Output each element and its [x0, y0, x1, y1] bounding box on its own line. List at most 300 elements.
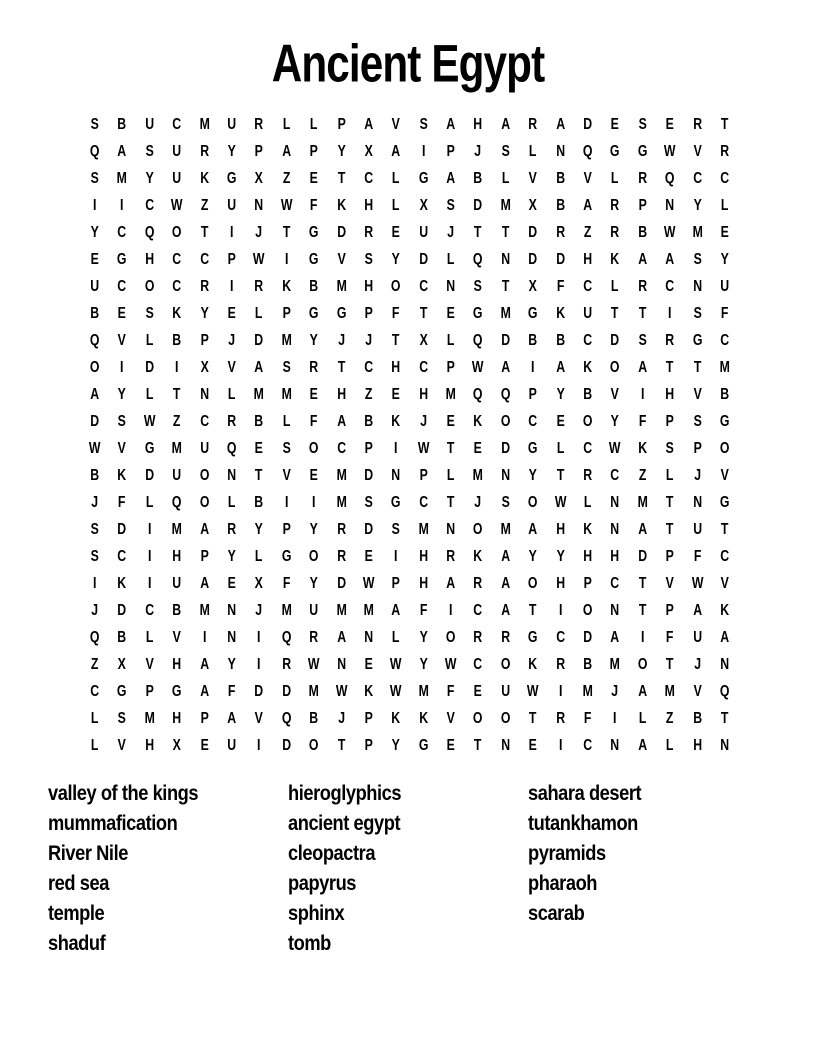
grid-cell-r16c3: I [147, 520, 152, 539]
grid-cell-r14c14: L [447, 466, 455, 485]
grid-cell-r10c8: S [282, 358, 291, 377]
grid-cell-r13c7: E [254, 439, 264, 458]
grid-cell-r20c24: A [720, 628, 730, 647]
grid-cell-r3c22: Q [665, 169, 675, 188]
grid-cell-r3c5: K [199, 169, 209, 188]
grid-cell-r13c5: U [199, 439, 209, 458]
grid-cell-r23c18: R [555, 709, 565, 728]
grid-cell-r23c6: A [227, 709, 237, 728]
grid-cell-r20c16: R [501, 628, 510, 647]
grid-cell-r7c18: F [556, 277, 565, 296]
grid-cell-r5c12: E [391, 223, 401, 242]
grid-cell-r23c4: H [172, 709, 182, 728]
grid-cell-r2c17: L [529, 142, 537, 161]
grid-cell-r21c14: W [444, 655, 457, 674]
grid-cell-r2c15: J [474, 142, 482, 161]
grid-cell-r13c8: S [282, 439, 291, 458]
grid-cell-r10c5: X [200, 358, 209, 377]
grid-cell-r14c20: C [610, 466, 620, 485]
word-item: cleopactra [288, 841, 376, 866]
grid-cell-r11c19: B [583, 385, 593, 404]
grid-cell-r18c10: D [336, 574, 346, 593]
grid-cell-r19c17: T [529, 601, 537, 620]
grid-cell-r5c20: R [610, 223, 620, 242]
grid-cell-r20c17: G [528, 628, 538, 647]
grid-cell-r15c8: I [284, 493, 289, 512]
grid-cell-r13c15: E [474, 439, 483, 458]
grid-cell-r20c15: R [473, 628, 483, 647]
grid-cell-r4c9: F [310, 196, 318, 215]
grid-cell-r10c18: A [555, 358, 565, 377]
grid-cell-r2c10: Y [337, 142, 346, 161]
grid-cell-r1c8: L [282, 115, 291, 134]
grid-cell-r17c8: G [281, 547, 292, 566]
word-item: shaduf [48, 931, 106, 956]
grid-cell-r13c4: M [171, 439, 182, 458]
word-list-column-1 [48, 779, 288, 959]
grid-cell-r23c22: Z [666, 709, 674, 728]
grid-cell-r18c2: K [117, 574, 127, 593]
grid-cell-r12c10: A [336, 412, 346, 431]
grid-cell-r19c2: D [117, 601, 127, 620]
grid-cell-r9c5: P [200, 331, 209, 350]
grid-cell-r20c5: I [202, 628, 206, 647]
grid-cell-r12c19: O [582, 412, 593, 431]
grid-cell-r19c13: F [419, 601, 428, 620]
grid-cell-r20c20: A [610, 628, 620, 647]
grid-cell-r14c6: N [227, 466, 237, 485]
grid-cell-r14c11: D [364, 466, 374, 485]
grid-cell-r4c22: N [665, 196, 675, 215]
grid-cell-r5c5: T [200, 223, 209, 242]
grid-cell-r10c11: C [364, 358, 374, 377]
grid-cell-r6c4: C [172, 250, 182, 269]
grid-cell-r18c8: F [282, 574, 291, 593]
grid-cell-r9c2: V [117, 331, 127, 350]
grid-cell-r22c3: P [145, 682, 154, 701]
grid-cell-r15c23: N [692, 493, 702, 512]
grid-cell-r24c10: T [337, 736, 345, 755]
grid-cell-r3c20: L [611, 169, 619, 188]
grid-cell-r12c12: K [391, 412, 401, 431]
grid-cell-r24c18: I [558, 736, 563, 755]
grid-cell-r15c1: J [91, 493, 99, 512]
grid-cell-r17c19: H [583, 547, 593, 566]
grid-cell-r3c24: C [720, 169, 730, 188]
grid-cell-r24c20: N [610, 736, 620, 755]
grid-cell-r22c18: I [558, 682, 563, 701]
grid-cell-r18c14: A [446, 574, 456, 593]
word-item: tomb [288, 931, 331, 956]
grid-cell-r3c15: B [473, 169, 483, 188]
grid-cell-r24c2: V [117, 736, 127, 755]
grid-cell-r23c24: T [720, 709, 729, 728]
grid-cell-r14c18: T [556, 466, 565, 485]
grid-cell-r4c11: H [364, 196, 374, 215]
grid-cell-r8c1: B [90, 304, 100, 323]
grid-cell-r3c21: R [638, 169, 647, 188]
grid-cell-r18c4: U [172, 574, 182, 593]
grid-cell-r3c17: V [528, 169, 538, 188]
puzzle-title: Ancient Egypt [271, 35, 545, 94]
grid-cell-r22c19: M [582, 682, 593, 701]
grid-cell-r2c18: N [555, 142, 565, 161]
grid-cell-r24c13: G [418, 736, 429, 755]
grid-cell-r10c12: H [391, 358, 401, 377]
grid-cell-r21c7: I [257, 655, 261, 674]
grid-cell-r24c23: H [692, 736, 702, 755]
grid-cell-r21c20: M [609, 655, 621, 674]
grid-cell-r9c23: G [692, 331, 703, 350]
grid-cell-r7c10: M [336, 277, 347, 296]
grid-cell-r16c24: T [720, 520, 729, 539]
grid-cell-r1c9: L [310, 115, 318, 134]
grid-cell-r15c16: S [501, 493, 510, 512]
grid-cell-r17c6: Y [227, 547, 236, 566]
grid-cell-r11c21: I [640, 385, 645, 404]
grid-cell-r24c15: T [474, 736, 482, 755]
grid-cell-r11c24: B [720, 385, 730, 404]
grid-cell-r6c22: A [665, 250, 675, 269]
grid-cell-r12c15: K [473, 412, 483, 431]
grid-cell-r24c5: E [200, 736, 209, 755]
grid-cell-r21c24: N [720, 655, 730, 674]
grid-cell-r1c17: R [528, 115, 538, 134]
grid-cell-r24c1: L [90, 736, 99, 755]
grid-cell-r7c13: C [418, 277, 428, 296]
grid-cell-r23c16: O [500, 709, 511, 728]
grid-cell-r9c13: X [419, 331, 428, 350]
grid-cell-r18c3: I [147, 574, 152, 593]
grid-cell-r5c18: R [555, 223, 565, 242]
grid-cell-r22c23: V [693, 682, 702, 701]
grid-cell-r3c6: G [226, 169, 237, 188]
grid-cell-r15c7: B [254, 493, 264, 512]
grid-cell-r5c24: E [720, 223, 729, 242]
grid-cell-r23c15: O [473, 709, 483, 728]
grid-cell-r1c16: A [501, 115, 510, 134]
word-item: sphinx [288, 901, 345, 926]
grid-cell-r16c19: K [583, 520, 593, 539]
grid-cell-r14c24: V [720, 466, 729, 485]
grid-cell-r3c14: A [446, 169, 456, 188]
grid-cell-r12c8: L [282, 412, 291, 431]
grid-cell-r17c20: H [610, 547, 620, 566]
grid-cell-r7c11: H [364, 277, 374, 296]
grid-cell-r17c4: H [172, 547, 182, 566]
grid-cell-r9c7: D [254, 331, 264, 350]
grid-cell-r12c2: S [117, 412, 127, 431]
grid-cell-r8c22: I [668, 304, 672, 323]
grid-cell-r10c17: I [531, 358, 535, 377]
grid-cell-r24c16: N [501, 736, 510, 755]
grid-cell-r7c22: C [665, 277, 675, 296]
grid-cell-r21c17: K [528, 655, 538, 674]
grid-cell-r21c19: B [583, 655, 593, 674]
grid-cell-r6c17: D [528, 250, 538, 269]
grid-cell-r3c11: C [364, 169, 374, 188]
grid-cell-r8c4: K [172, 304, 182, 323]
grid-cell-r23c8: Q [281, 709, 292, 728]
grid-cell-r22c13: M [418, 682, 429, 701]
grid-cell-r6c1: E [90, 250, 99, 269]
grid-cell-r20c11: N [364, 628, 374, 647]
grid-cell-r21c22: T [666, 655, 674, 674]
grid-cell-r19c3: C [145, 601, 154, 620]
grid-cell-r22c10: W [335, 682, 348, 701]
grid-cell-r19c14: I [449, 601, 453, 620]
grid-cell-r2c23: V [693, 142, 702, 161]
grid-cell-r11c22: H [665, 385, 675, 404]
grid-cell-r11c13: H [418, 385, 428, 404]
grid-cell-r23c5: P [200, 709, 209, 728]
grid-cell-r17c18: Y [556, 547, 565, 566]
grid-cell-r9c9: Y [309, 331, 318, 350]
grid-cell-r5c2: C [117, 223, 127, 242]
grid-cell-r24c11: P [364, 736, 373, 755]
grid-cell-r6c21: A [638, 250, 647, 269]
grid-cell-r21c23: J [693, 655, 701, 674]
grid-cell-r13c22: S [665, 439, 675, 458]
grid-cell-r23c14: V [446, 709, 455, 728]
grid-cell-r13c6: Q [226, 439, 237, 458]
grid-cell-r11c20: V [611, 385, 620, 404]
grid-cell-r1c4: C [172, 115, 182, 134]
grid-cell-r6c7: W [253, 250, 265, 269]
grid-cell-r20c21: I [640, 628, 645, 647]
grid-cell-r3c7: X [254, 169, 264, 188]
grid-cell-r13c2: V [117, 439, 127, 458]
grid-cell-r12c6: R [227, 412, 237, 431]
grid-cell-r23c19: F [583, 709, 592, 728]
grid-cell-r19c20: N [610, 601, 620, 620]
grid-cell-r10c10: T [337, 358, 345, 377]
grid-cell-r12c21: F [638, 412, 647, 431]
grid-cell-r9c22: R [665, 331, 675, 350]
grid-cell-r4c23: Y [693, 196, 702, 215]
grid-cell-r4c24: L [720, 196, 729, 215]
grid-cell-r1c13: S [419, 115, 428, 134]
grid-cell-r22c5: A [199, 682, 209, 701]
grid-cell-r22c24: Q [719, 682, 730, 701]
grid-cell-r9c19: C [583, 331, 593, 350]
grid-cell-r12c23: S [693, 412, 702, 431]
grid-cell-r11c10: H [336, 385, 346, 404]
grid-cell-r8c18: K [555, 304, 565, 323]
grid-cell-r16c7: Y [254, 520, 264, 539]
grid-cell-r17c9: O [309, 547, 319, 566]
grid-cell-r9c4: B [172, 331, 182, 350]
grid-cell-r4c16: M [500, 196, 511, 215]
grid-cell-r6c16: N [501, 250, 510, 269]
grid-cell-r7c5: R [199, 277, 209, 296]
grid-cell-r18c23: W [691, 574, 704, 593]
grid-cell-r12c4: Z [173, 412, 181, 431]
grid-cell-r17c16: A [501, 547, 510, 566]
grid-cell-r6c23: S [693, 250, 702, 269]
grid-cell-r23c11: P [364, 709, 373, 728]
grid-cell-r4c3: C [145, 196, 154, 215]
grid-cell-r1c7: R [254, 115, 264, 134]
grid-cell-r9c1: Q [89, 331, 100, 350]
grid-cell-r3c19: V [583, 169, 592, 188]
grid-cell-r4c7: N [254, 196, 264, 215]
grid-cell-r16c21: A [638, 520, 647, 539]
grid-cell-r5c10: D [336, 223, 346, 242]
grid-cell-r20c4: V [172, 628, 181, 647]
grid-cell-r11c15: Q [473, 385, 483, 404]
grid-cell-r15c21: M [637, 493, 648, 512]
grid-cell-r11c5: N [199, 385, 209, 404]
grid-cell-r5c6: I [229, 223, 234, 242]
grid-cell-r20c10: A [336, 628, 346, 647]
grid-cell-r20c12: L [392, 628, 400, 647]
grid-cell-r21c11: E [364, 655, 373, 674]
grid-cell-r2c5: R [199, 142, 209, 161]
grid-cell-r11c12: E [391, 385, 401, 404]
grid-cell-r15c11: S [364, 493, 373, 512]
grid-cell-r10c13: C [418, 358, 428, 377]
grid-cell-r20c7: I [257, 628, 261, 647]
grid-cell-r18c12: P [391, 574, 401, 593]
word-item: pyramids [528, 841, 606, 866]
grid-cell-r8c3: S [145, 304, 154, 323]
grid-cell-r21c15: C [473, 655, 483, 674]
grid-cell-r17c17: Y [528, 547, 538, 566]
grid-cell-r5c1: Y [90, 223, 99, 242]
grid-cell-r20c23: U [692, 628, 702, 647]
grid-cell-r13c19: C [583, 439, 593, 458]
grid-cell-r14c5: O [199, 466, 210, 485]
grid-cell-r9c8: M [281, 331, 292, 350]
grid-cell-r16c10: R [336, 520, 346, 539]
grid-cell-r9c12: T [392, 331, 400, 350]
grid-cell-r4c1: I [92, 196, 97, 215]
grid-cell-r2c6: Y [227, 142, 236, 161]
grid-cell-r2c4: U [172, 142, 182, 161]
grid-cell-r18c19: P [583, 574, 592, 593]
grid-cell-r24c22: L [666, 736, 674, 755]
grid-cell-r7c7: R [254, 277, 264, 296]
grid-cell-r9c10: J [337, 331, 345, 350]
grid-cell-r12c14: E [446, 412, 455, 431]
grid-cell-r13c18: L [556, 439, 565, 458]
grid-cell-r6c11: S [364, 250, 373, 269]
grid-cell-r16c2: D [117, 520, 127, 539]
grid-cell-r21c21: O [637, 655, 648, 674]
grid-cell-r20c19: D [583, 628, 593, 647]
grid-cell-r8c21: T [638, 304, 647, 323]
grid-cell-r13c11: P [364, 439, 373, 458]
grid-cell-r2c14: P [446, 142, 455, 161]
grid-cell-r10c24: M [719, 358, 730, 377]
grid-cell-r24c9: O [309, 736, 319, 755]
grid-cell-r5c13: U [418, 223, 428, 242]
grid-cell-r16c8: P [282, 520, 291, 539]
grid-cell-r21c2: X [117, 655, 127, 674]
grid-cell-r22c14: F [447, 682, 455, 701]
grid-cell-r17c12: I [394, 547, 398, 566]
grid-cell-r7c4: C [172, 277, 182, 296]
grid-cell-r16c9: Y [309, 520, 318, 539]
grid-cell-r17c1: S [90, 547, 99, 566]
grid-cell-r7c23: N [692, 277, 702, 296]
grid-cell-r16c23: U [692, 520, 702, 539]
word-list [48, 779, 768, 959]
grid-cell-r12c11: B [364, 412, 374, 431]
grid-cell-r11c6: L [227, 385, 236, 404]
grid-cell-r22c7: D [254, 682, 264, 701]
grid-cell-r14c2: K [117, 466, 127, 485]
grid-cell-r23c12: K [391, 709, 401, 728]
grid-cell-r9c3: L [145, 331, 154, 350]
grid-cell-r16c17: A [528, 520, 538, 539]
grid-cell-r17c3: I [147, 547, 152, 566]
grid-cell-r10c22: T [666, 358, 674, 377]
grid-cell-r19c11: M [363, 601, 374, 620]
grid-cell-r5c4: O [172, 223, 182, 242]
grid-cell-r22c2: G [117, 682, 127, 701]
grid-cell-r18c9: Y [309, 574, 318, 593]
grid-cell-r3c9: E [309, 169, 318, 188]
grid-cell-r8c19: U [583, 304, 593, 323]
grid-cell-r21c3: V [145, 655, 154, 674]
grid-cell-r13c12: I [394, 439, 398, 458]
grid-cell-r23c2: S [117, 709, 127, 728]
grid-cell-r15c12: G [391, 493, 401, 512]
grid-cell-r20c18: C [555, 628, 565, 647]
grid-cell-r14c19: R [583, 466, 593, 485]
grid-cell-r14c7: T [255, 466, 263, 485]
grid-cell-r10c20: O [610, 358, 620, 377]
grid-cell-r5c15: T [474, 223, 482, 242]
grid-cell-r13c3: G [144, 439, 155, 458]
grid-cell-r20c22: F [666, 628, 674, 647]
grid-cell-r21c5: A [199, 655, 209, 674]
grid-cell-r17c11: E [364, 547, 373, 566]
grid-cell-r13c9: O [309, 439, 319, 458]
grid-cell-r6c18: D [555, 250, 565, 269]
grid-cell-r1c21: S [638, 115, 647, 134]
grid-cell-r14c22: L [666, 466, 674, 485]
grid-cell-r18c17: O [528, 574, 538, 593]
grid-cell-r23c3: M [144, 709, 155, 728]
grid-cell-r15c2: F [118, 493, 126, 512]
grid-cell-r19c7: J [255, 601, 263, 620]
grid-cell-r21c13: Y [419, 655, 428, 674]
grid-cell-r2c3: S [145, 142, 154, 161]
grid-cell-r10c23: T [693, 358, 702, 377]
grid-cell-r16c22: T [666, 520, 674, 539]
word-item: pharaoh [528, 871, 598, 896]
grid-cell-r15c6: L [227, 493, 236, 512]
grid-cell-r16c16: M [500, 520, 511, 539]
grid-cell-r24c19: C [583, 736, 593, 755]
grid-cell-r19c23: A [692, 601, 702, 620]
grid-cell-r24c24: N [720, 736, 730, 755]
grid-cell-r24c6: U [227, 736, 237, 755]
grid-cell-r11c9: E [309, 385, 318, 404]
grid-cell-r6c15: Q [473, 250, 483, 269]
grid-cell-r6c6: P [227, 250, 236, 269]
grid-cell-r19c9: U [309, 601, 319, 620]
grid-cell-r15c17: O [528, 493, 538, 512]
grid-cell-r24c12: Y [391, 736, 401, 755]
grid-cell-r12c20: Y [611, 412, 620, 431]
grid-cell-r12c18: E [556, 412, 565, 431]
grid-cell-r7c21: R [638, 277, 647, 296]
grid-cell-r16c14: N [446, 520, 456, 539]
